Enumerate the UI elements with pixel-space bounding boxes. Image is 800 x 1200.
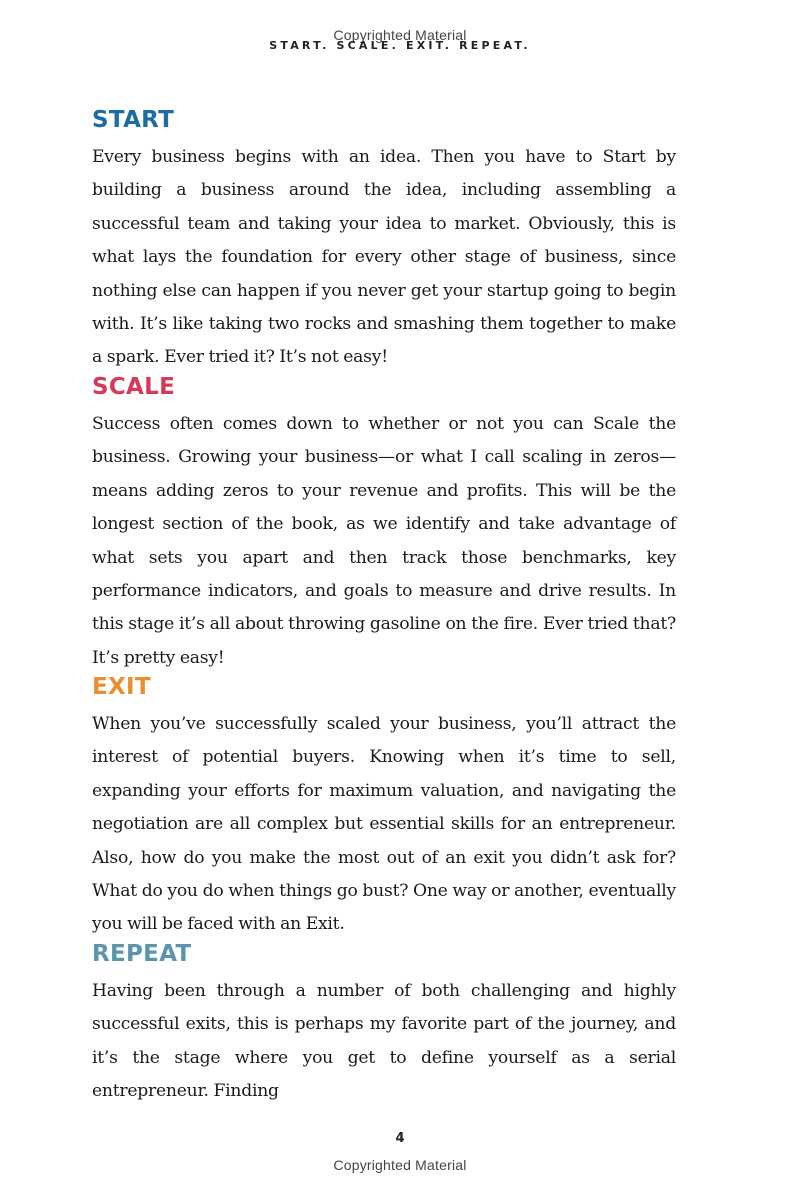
section-heading-scale: SCALE (92, 374, 176, 400)
section-start (92, 105, 676, 375)
section-repeat (92, 939, 676, 1109)
section-body-repeat: Having been through a number of both challenging and highly successful exits, this is perhaps my favorite part of the journey, and it’s the stage where you get to define yourself as a serial entrepreneur. Finding (92, 981, 676, 1102)
section-body-start: Every business begins with an idea. Then you have to Start by building a business around the idea, including assembling a successful team and taking your idea to market. Obviously, this is what lays the foundation for every other stage of business, since nothing else can happen if you never get your startup going to begin with. It’s like taking two rocks and smashing them together to make a spark. Ever tried it? It’s not easy! (92, 147, 676, 368)
section-scale (92, 372, 676, 675)
page-number: 4 (395, 1131, 405, 1146)
section-exit (92, 672, 676, 942)
section-body-scale: Success often comes down to whether or not you can Scale the business. Growing your business—or what I call scaling in zeros—means adding zeros to your revenue and profits. This will be the longest section of the book, as we identify and take advantage of what sets you apart and then track those benchmarks, key performance indicators, and goals to measure and drive results. In this stage it’s all about throwing gasoline on the fire. Ever tried that? It’s pretty easy! (92, 414, 676, 668)
section-heading-exit: EXIT (92, 674, 151, 700)
running-head: START. SCALE. EXIT. REPEAT. (269, 39, 531, 52)
section-heading-start: START (92, 107, 175, 133)
section-heading-repeat: REPEAT (92, 941, 192, 967)
copyright-watermark-bottom: Copyrighted Material (333, 1157, 467, 1173)
section-body-exit: When you’ve successfully scaled your business, you’ll attract the interest of potential buyers. Knowing when it’s time to sell, expanding your efforts for maximum valuation, and navigating the negotiation are all complex but essential skills for an entrepreneur. Also, how do you make the most out of an exit you didn’t ask for? What do you do when things go bust? One way or another, eventually you will be faced with an Exit. (92, 714, 676, 935)
copyright-watermark-top: Copyrighted Material (333, 27, 467, 43)
